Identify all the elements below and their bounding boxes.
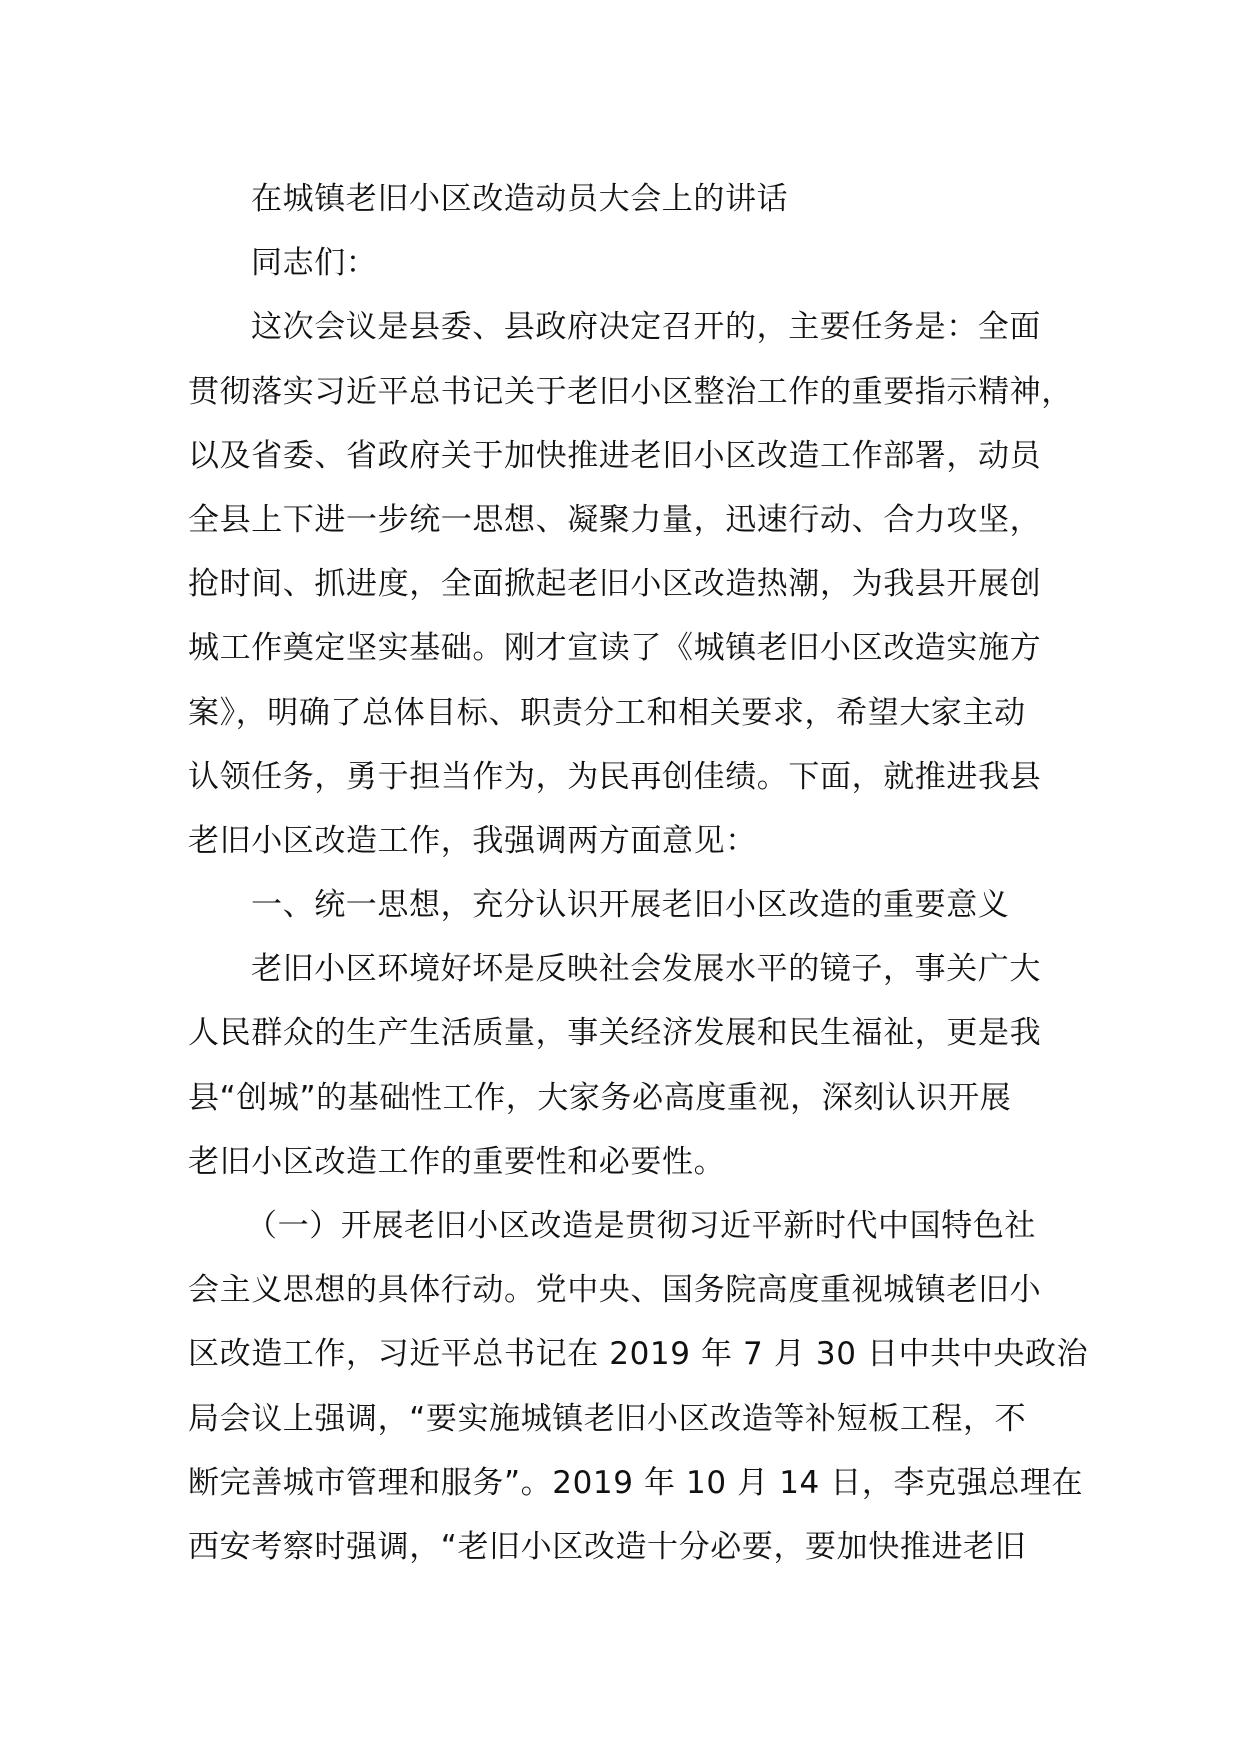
subsection-paragraph-line: （一）开展老旧小区改造是贯彻习近平新时代中国特色社 (246, 1208, 1036, 1244)
paragraph-intro-line: 这次会议是县委、县政府决定召开的，主要任务是：全面 (251, 309, 1041, 346)
salutation: 同志们： (251, 245, 378, 282)
paragraph-intro-line: 城工作奠定坚实基础。刚才宣读了《城镇老旧小区改造实施方 (188, 630, 1042, 667)
subsection-paragraph-line: 区改造工作，习近平总书记在 2019 年 7 月 30 日中共中央政治 (188, 1336, 1089, 1373)
paragraph-intro-line: 全县上下进一步统一思想、凝聚力量，迅速行动、合力攻坚， (188, 501, 1042, 538)
subsection-paragraph-line: 西安考察时强调，“老旧小区改造十分必要，要加快推进老旧 (188, 1528, 1027, 1565)
subsection-paragraph-line: 局会议上强调，“要实施城镇老旧小区改造等补短板工程，不 (188, 1400, 1027, 1437)
paragraph-intro-line: 案》，明确了总体目标、职责分工和相关要求，希望大家主动 (188, 694, 1026, 731)
paragraph-section-line: 老旧小区改造工作的重要性和必要性。 (188, 1143, 726, 1180)
paragraph-section-line: 人民群众的生产生活质量，事关经济发展和民生福祉，更是我 (188, 1015, 1042, 1052)
subsection-paragraph-line: 会主义思想的具体行动。党中央、国务院高度重视城镇老旧小 (188, 1272, 1042, 1309)
paragraph-section-line: 县“创城”的基础性工作，大家务必高度重视，深刻认识开展 (188, 1079, 1012, 1116)
paragraph-intro-line: 老旧小区改造工作，我强调两方面意见： (188, 822, 757, 859)
section-heading: 一、统一思想，充分认识开展老旧小区改造的重要意义 (251, 887, 1010, 924)
document-title: 在城镇老旧小区改造动员大会上的讲话 (251, 181, 789, 217)
document-body (188, 167, 1089, 1579)
paragraph-intro-line: 抢时间、抓进度，全面掀起老旧小区改造热潮，为我县开展创 (188, 566, 1042, 603)
paragraph-section-line: 老旧小区环境好坏是反映社会发展水平的镜子，事关广大 (251, 951, 1041, 988)
paragraph-intro-line: 认领任务，勇于担当作为，为民再创佳绩。下面，就推进我县 (188, 758, 1042, 795)
subsection-paragraph-line: 断完善城市管理和服务”。2019 年 10 月 14 日，李克强总理在 (188, 1464, 1084, 1501)
paragraph-intro-line: 以及省委、省政府关于加快推进老旧小区改造工作部署，动员 (188, 437, 1042, 474)
paragraph-intro-line: 贯彻落实习近平总书记关于老旧小区整治工作的重要指示精神， (188, 373, 1073, 410)
